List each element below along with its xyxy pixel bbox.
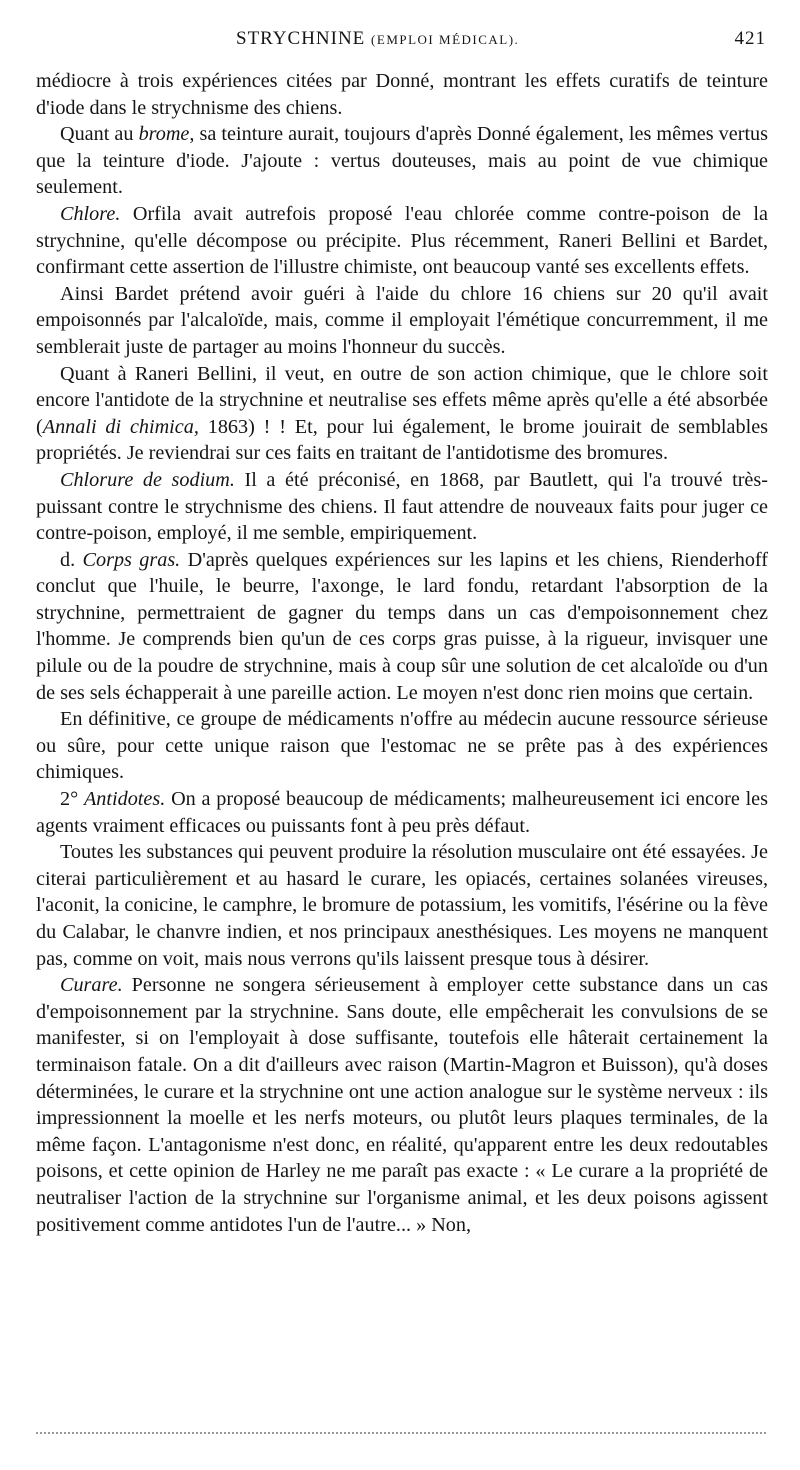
paragraph-chlorure <box>36 467 768 547</box>
paragraph-text: 1863) ! ! Et, pour lui également, le brome jouirait de semblables propriétés. Je reviendrai sur ces faits en traitant de l'antidotisme des bromures. <box>36 415 769 465</box>
section-heading-chlore: Chlore. <box>60 202 121 225</box>
paragraph-substances <box>36 839 768 972</box>
paragraph-curare <box>36 972 768 1238</box>
paragraph-lead: d. <box>60 548 83 571</box>
body-text <box>36 68 768 1238</box>
paragraph-text: Il a été préconisé, en 1868, par Bautlett, qui l'a trouvé très-puissant contre le strychnisme des chiens. Il faut attendre de nouveaux faits pour juger ce contre-poison, employé, il me semble, empiriquement. <box>36 468 768 545</box>
page-number: 421 <box>734 28 766 49</box>
paragraph-text: , sa teinture aurait, toujours d'après Donné également, les mêmes vertus que la teinture d'iode. J'ajoute : vertus douteuses, mais au point de vue chimique seulement. <box>36 123 768 199</box>
paragraph-text: En définitive, ce groupe de médicaments n'offre au médecin aucune ressource sérieuse ou sûre, pour cette unique raison que l'estomac ne se prête pas à des expériences chimiques. <box>36 708 768 784</box>
running-title <box>236 28 519 50</box>
paragraph-corps-gras <box>36 547 768 707</box>
paragraph-lead: Quant au <box>60 123 139 146</box>
paragraph-definitive <box>36 706 768 786</box>
paragraph-text: On a proposé beaucoup de médicaments; malheureusement ici encore les agents vraiment efficaces ou puissants font à peu près défaut. <box>36 788 769 837</box>
paragraph-brome <box>36 121 768 201</box>
paragraph-text: Personne ne songera sérieusement à employer cette substance dans un cas d'empoisonnement par la strychnine. Sans doute, elle empêcherait les convulsions de se manifester, si on l'employait à dose suffisante, toutefois elle hâterait certainement la terminaison fatale. On a dit d'ailleurs avec raison (Martin-Magron et Buisson), qu'à doses déterminées, le curare et la strychnine ont une action analogue sur le système nerveux : ils impressionnent la moelle et les nerfs moteurs, ou plutôt leurs plaques terminales, de la même façon. L'antagonisme n'est donc, en réalité, qu'apparent entre les deux redoutables poisons, et cette opinion de Harley ne me paraît pas exacte : « Le curare a la propriété de neutraliser l'action de la strychnine sur l'organisme animal, et les deux poisons agissent positivement comme antidotes l'un de l'autre... » Non, <box>36 974 768 1236</box>
section-heading-corps-gras: Corps gras. <box>82 548 181 571</box>
running-title-main: STRYCHNINE <box>236 28 366 49</box>
paragraph-antidotes <box>36 786 768 839</box>
footer-rule <box>36 1432 766 1434</box>
paragraph-continuation <box>36 68 768 121</box>
running-title-sub: (EMPLOI MÉDICAL). <box>371 32 520 47</box>
paragraph-lead: 2° <box>60 788 84 811</box>
paragraph-text: D'après quelques expériences sur les lapins et les chiens, Rienderhoff conclut que l'huile, le beurre, l'axonge, le lard fondu, retardant l'absorption de la strychnine, permettraient de gagner du temps dans un cas d'empoisonnement chez l'homme. Je comprends bien qu'un de ces corps gras puisse, à la rigueur, invisquer une pilule ou de la poudre de strychnine, mais à coup sûr une solution de cet alcaloïde ou d'un de ses sels échapperait à une pareille action. Le moyen n'est donc rien moins que certain. <box>36 548 769 704</box>
section-heading-antidotes: Antidotes. <box>83 788 166 811</box>
section-heading-curare: Curare. <box>60 974 123 997</box>
paragraph-chlore <box>36 201 768 281</box>
section-heading-chlorure: Chlorure de sodium. <box>60 468 235 491</box>
paragraph-bellini <box>36 361 768 467</box>
paragraph-text: Ainsi Bardet prétend avoir guéri à l'aide du chlore 16 chiens sur 20 qu'il avait empoisonnés par l'alcaloïde, mais, comme il employait l'émétique concurremment, il me semblerait juste de partager au moins l'honneur du succès. <box>36 282 768 358</box>
paragraph-lead: Quant à Raneri Bellini, il veut, en outre de son action chimique, que le chlore soit encore l'antidote de la strychnine et neutralise ses effets même après qu'elle a été absorbée ( <box>36 362 768 438</box>
citation-italic: Annali di chimica, <box>42 415 199 438</box>
paragraph-text: médiocre à trois expériences citées par Donné, montrant les effets curatifs de teinture d'iode dans le strychnisme des chiens. <box>36 70 768 119</box>
paragraph-text: Orfila avait autrefois proposé l'eau chlorée comme contre-poison de la strychnine, qu'elle décompose ou précipite. Plus récemment, Raneri Bellini et Bardet, confirmant cette assertion de l'illustre chimiste, ont beaucoup vanté ses excellents effets. <box>36 202 768 279</box>
running-head <box>36 28 766 58</box>
paragraph-text: Toutes les substances qui peuvent produire la résolution musculaire ont été essayées. Je citerai particulièrement et au hasard le curare, les opiacés, certaines solanées vireuses, l'aconit, la conicine, le camphre, le bromure de potassium, les vomitifs, l'ésérine ou la fève du Calabar, le chanvre indien, et nos principaux anesthésiques. Les moyens ne manquent pas, comme on voit, mais nous verrons qu'ils laissent presque tous à désirer. <box>36 841 768 970</box>
paragraph-italic: brome <box>138 123 190 146</box>
paragraph-bardet <box>36 281 768 361</box>
